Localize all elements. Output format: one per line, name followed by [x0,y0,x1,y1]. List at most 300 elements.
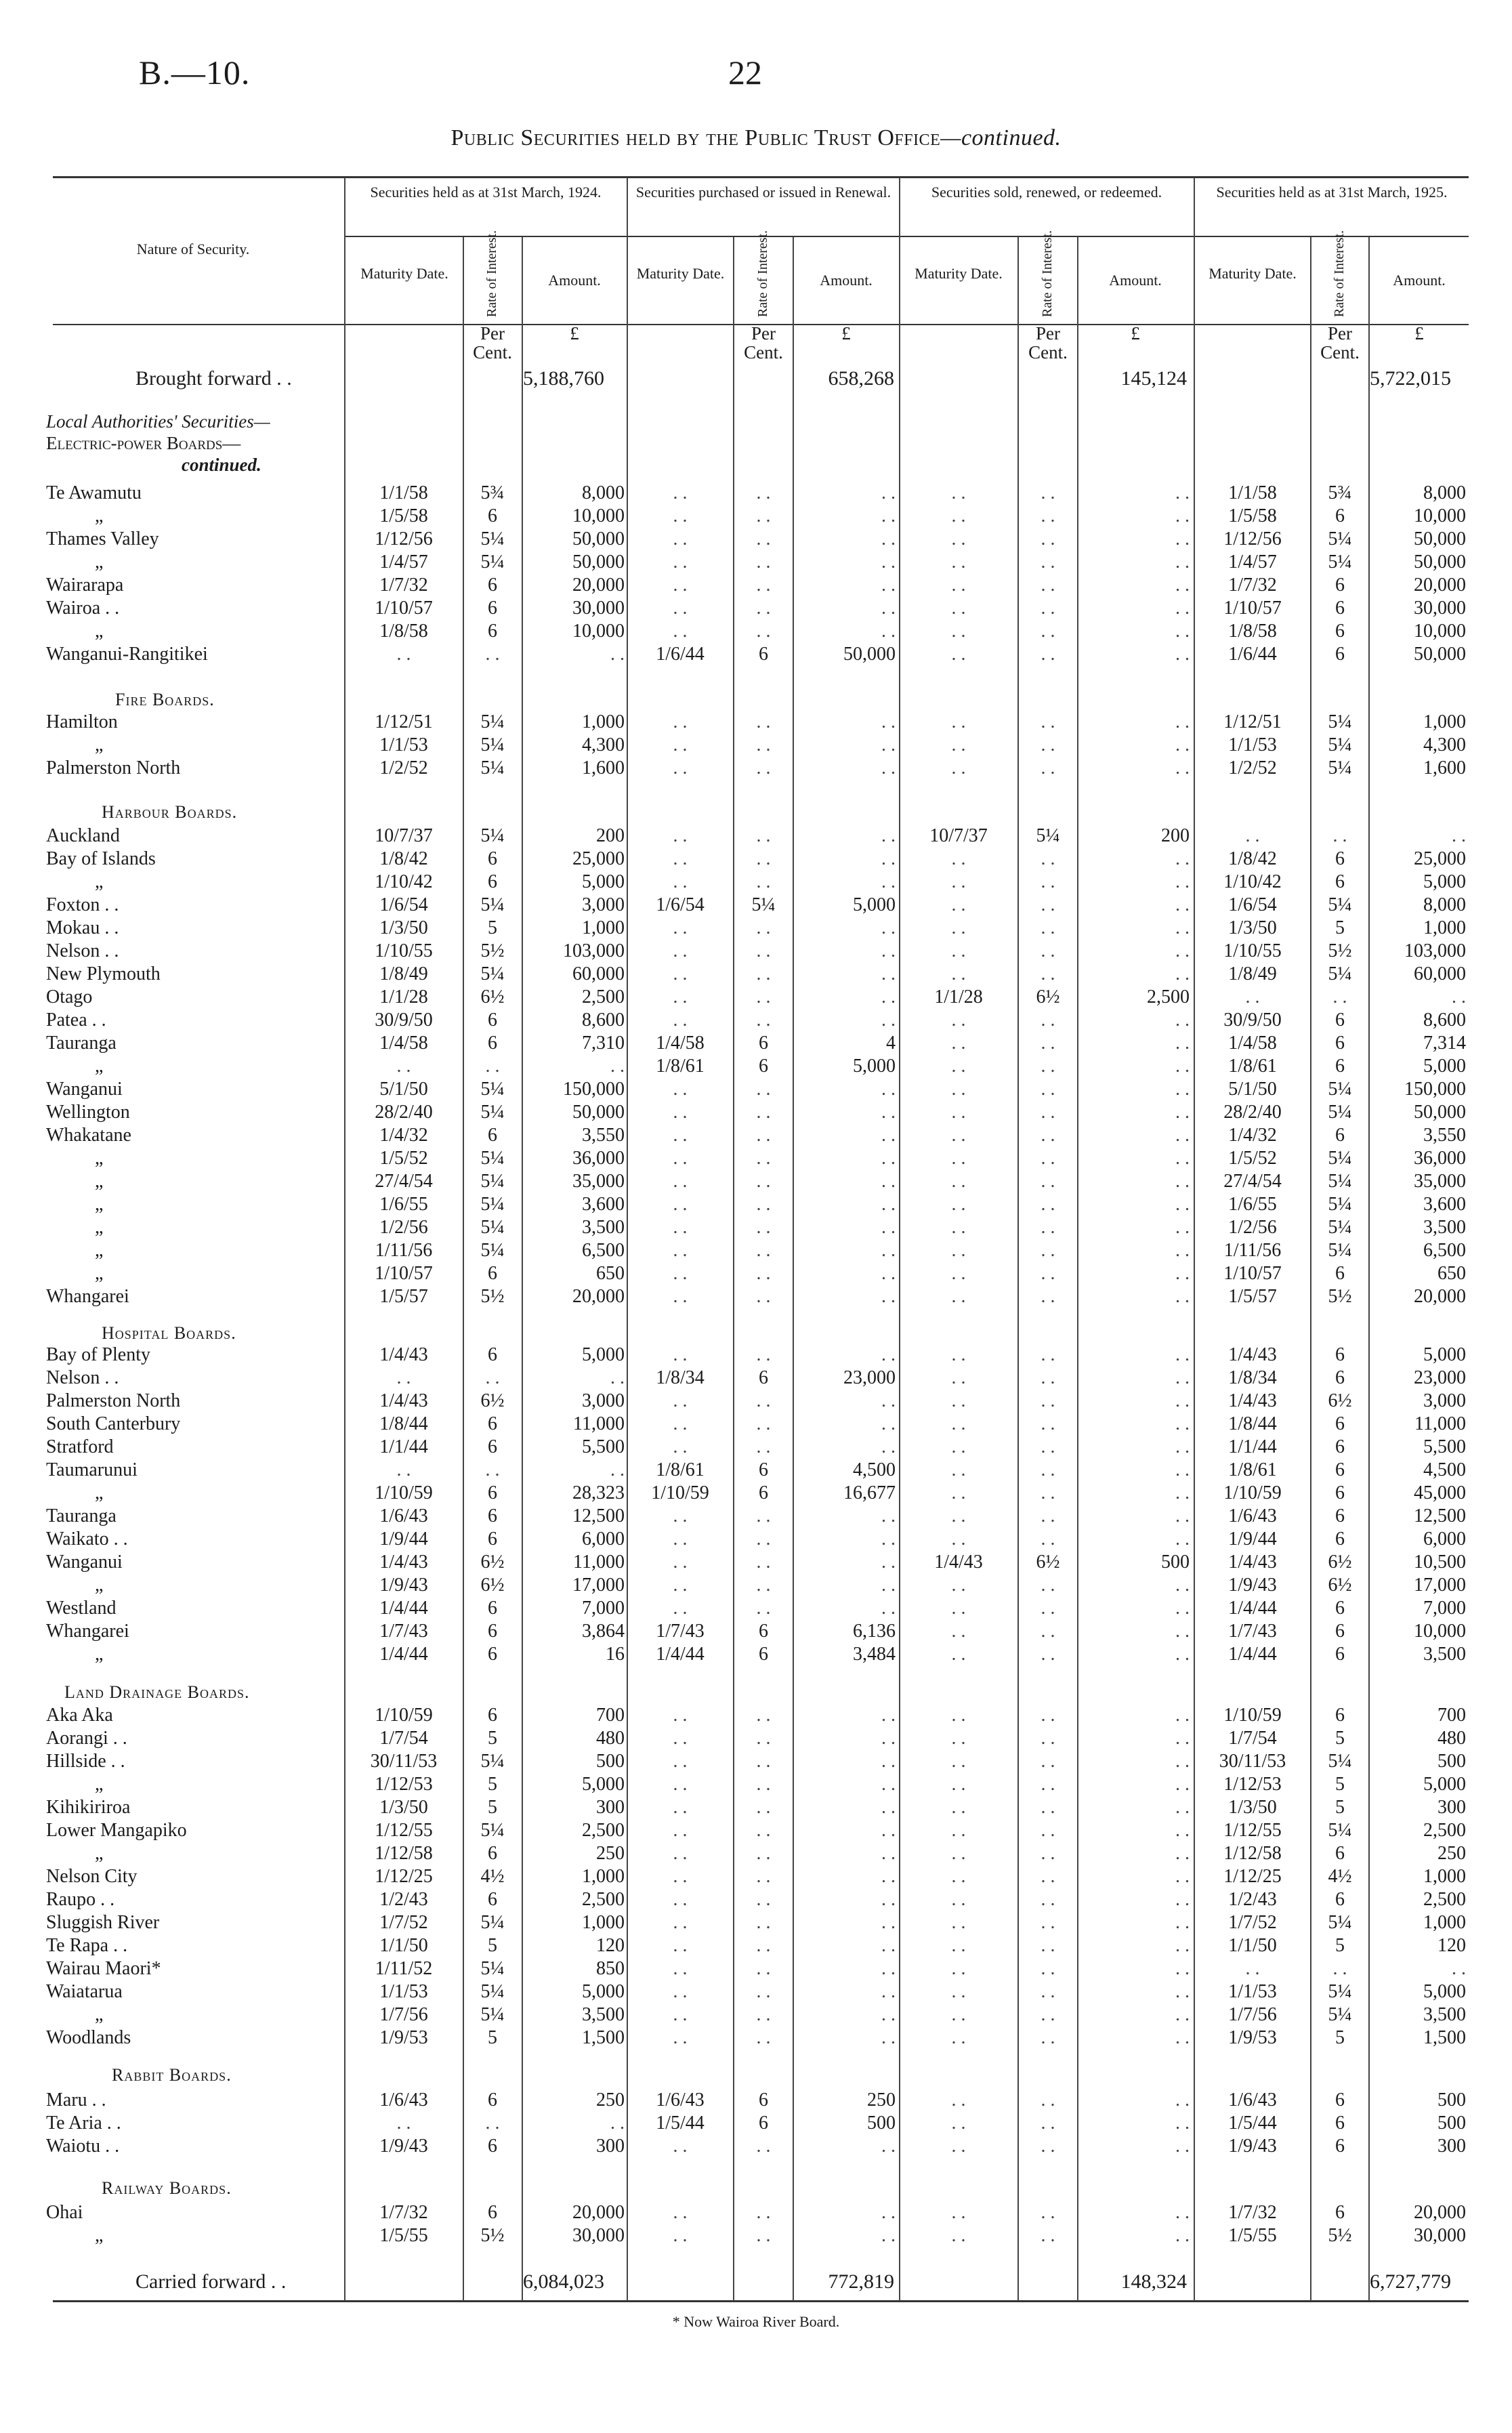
amount: 2,500 [582,986,625,1007]
amount: 2,500 [1147,986,1190,1007]
maturity-date: . . [673,1552,688,1573]
amount: . . [881,1194,896,1215]
maturity-date: 1/8/42 [1228,848,1277,869]
amount: . . [881,1820,896,1841]
amount: 250 [596,1843,625,1864]
amount: 23,000 [843,1367,896,1388]
interest-rate: . . [756,1171,771,1192]
interest-rate: 5¼ [1328,963,1352,984]
security-name: Wellington [46,1102,130,1123]
maturity-date: 1/10/42 [375,871,433,892]
amount: 1,500 [582,2027,625,2048]
amount: . . [1175,711,1190,732]
amount: . . [881,1240,896,1261]
rate-header: Rate of Interest. [755,230,770,318]
amount: . . [881,1125,896,1146]
maturity-date: . . [951,2202,966,2223]
amount: . . [881,1598,896,1619]
interest-rate: . . [1041,2089,1055,2110]
amount: 1,000 [1423,1866,1466,1887]
interest-rate: . . [1041,644,1055,665]
maturity-date: . . [673,1705,688,1726]
maturity-date: . . [1245,986,1260,1007]
interest-rate: . . [1041,1866,1055,1887]
security-name: „ [95,1171,104,1192]
interest-rate: . . [1041,505,1055,526]
interest-rate: 6½ [1036,1552,1060,1573]
interest-rate: . . [756,1505,771,1526]
security-name: Ohai [46,2202,83,2223]
interest-rate: 6 [488,1125,497,1146]
maturity-date: . . [951,1644,966,1665]
table-row [0,1957,1512,1980]
amount: . . [881,2027,896,2048]
table-row [0,1239,1512,1262]
rate-header: Rate of Interest. [1332,230,1347,318]
interest-rate: . . [1041,1079,1055,1100]
amount: 5,000 [1423,1981,1466,2002]
maturity-date: 1/2/56 [379,1217,428,1238]
amount: . . [881,1552,896,1573]
maturity-date: 1/7/43 [379,1621,428,1642]
amount: . . [1175,2089,1190,2110]
amount: 5,000 [1423,1774,1466,1795]
amount: 2,500 [582,1889,625,1910]
interest-rate: 6 [488,848,497,869]
amount: 10,500 [1414,1552,1466,1573]
interest-rate: . . [756,848,771,869]
amount: 50,000 [572,528,625,549]
interest-rate: 6 [1335,505,1345,526]
maturity-date: . . [951,2136,966,2157]
amount-header: Amount. [1393,272,1446,289]
interest-rate: 5 [1335,1728,1345,1749]
maturity-date: 1/1/44 [1228,1436,1277,1457]
amount: 3,550 [1423,1125,1466,1146]
amount: . . [881,1505,896,1526]
table-row [0,2135,1512,2157]
interest-rate: . . [756,1575,771,1596]
interest-rate: 6 [759,1033,768,1054]
maturity-date: 1/6/55 [379,1194,428,1215]
interest-rate: 6 [1335,1843,1345,1864]
maturity-date: . . [951,871,966,892]
interest-rate: 6 [1335,621,1345,642]
amount: 17,000 [572,1575,625,1596]
amount: . . [1175,1367,1190,1388]
security-name: „ [95,734,104,755]
maturity-date: . . [951,1171,966,1192]
interest-rate: 6 [1335,1125,1345,1146]
interest-rate: . . [485,2113,500,2134]
maturity-date: 1/7/43 [656,1621,705,1642]
maturity-date: 1/3/50 [379,917,428,938]
security-name: Bay of Islands [46,848,156,869]
amount: 12,500 [1414,1505,1466,1526]
amount: . . [881,1751,896,1772]
interest-rate: 5¼ [480,1217,505,1238]
maturity-date: 1/2/43 [1228,1889,1277,1910]
interest-rate: 5¼ [480,1981,505,2002]
amount: . . [1175,1575,1190,1596]
amount: . . [1175,505,1190,526]
amount: 5,500 [582,1436,625,1457]
maturity-date: . . [951,963,966,984]
maturity-date: . . [951,1344,966,1365]
amount: . . [1175,1728,1190,1749]
interest-rate: 5¼ [480,757,505,778]
maturity-date: 1/9/43 [379,1575,428,1596]
maturity-date: 1/10/57 [375,1263,433,1284]
amount: 3,500 [1423,1217,1466,1238]
maturity-date: 1/6/54 [379,894,428,915]
interest-rate: . . [1041,1171,1055,1192]
amount: 50,000 [1414,528,1466,549]
amount: 3,500 [1423,1644,1466,1665]
maturity-date: . . [673,986,688,1007]
interest-rate: 5¼ [1328,528,1352,549]
interest-rate: 6 [1335,1436,1345,1457]
maturity-date: . . [951,1217,966,1238]
maturity-date: . . [951,482,966,503]
table-row [0,620,1512,642]
maturity-date: 1/11/52 [375,1958,433,1979]
maturity-date: 1/12/55 [375,1820,433,1841]
section-heading-fire: Fire Boards. [115,690,215,709]
interest-rate: 6 [1335,1010,1345,1031]
carried-forward-amount: 772,819 [828,2270,894,2293]
maturity-date: . . [951,1010,966,1031]
amount: . . [881,1912,896,1933]
table-row [0,1459,1512,1481]
amount: 3,600 [1423,1194,1466,1215]
amount: 30,000 [572,598,625,619]
table-row [0,2201,1512,2224]
amount: 3,500 [1423,2004,1466,2025]
amount: 200 [1161,825,1190,846]
table-top-rule [53,176,1469,178]
maturity-date: 1/6/43 [1228,2089,1277,2110]
interest-rate: 6 [1335,1263,1345,1284]
interest-rate: 6 [1335,1459,1345,1480]
amount: . . [881,1263,896,1284]
table-row [0,2089,1512,2111]
security-name: Taumarunui [46,1459,138,1480]
maturity-date: . . [951,1390,966,1411]
maturity-date: 1/1/28 [379,986,428,1007]
maturity-date: 1/6/54 [1228,894,1277,915]
amount: 7,000 [582,1598,625,1619]
amount: . . [1175,2113,1190,2134]
security-name: Wairarapa [46,575,124,596]
interest-rate: 6 [488,1529,497,1550]
table-row [0,505,1512,527]
table-row [0,574,1512,596]
interest-rate: 6 [1335,1644,1345,1665]
maturity-date: . . [951,1125,966,1146]
maturity-date: 1/6/43 [379,2089,428,2110]
maturity-date: 28/2/40 [1223,1102,1282,1123]
maturity-date: 30/9/50 [375,1010,433,1031]
security-name: Palmerston North [46,757,181,778]
table-row [0,963,1512,985]
amount: 300 [596,2136,625,2157]
amount: . . [1175,1774,1190,1795]
table-row [0,1727,1512,1749]
maturity-date: . . [673,963,688,984]
interest-rate: 5¼ [480,528,505,549]
maturity-date: . . [673,711,688,732]
maturity-date: 1/6/54 [656,894,705,915]
maturity-date: . . [951,1598,966,1619]
security-name: Kihikiriroa [46,1797,131,1818]
amount: 10,000 [1414,505,1466,526]
page-title: Public Securities held by the Public Trust Office—continued. [450,125,1062,150]
amount: . . [1175,1390,1190,1411]
interest-rate: 5¼ [1328,1194,1352,1215]
interest-rate: 5¼ [480,1820,505,1841]
security-name: Tauranga [46,1505,117,1526]
maturity-date: 1/12/25 [1223,1866,1282,1887]
maturity-date: . . [673,1935,688,1956]
amount: . . [1175,1529,1190,1550]
amount: 3,000 [582,1390,625,1411]
interest-rate: 4½ [1328,1866,1352,1887]
amount: 3,000 [1423,1390,1466,1411]
interest-rate: . . [756,2225,771,2246]
security-name: Hamilton [46,711,118,732]
amount: 36,000 [1414,1148,1466,1169]
interest-rate: . . [756,986,771,1007]
amount: 20,000 [572,575,625,596]
maturity-date: . . [951,1958,966,1979]
amount: 500 [1161,1552,1190,1573]
amount: 250 [1437,1843,1466,1864]
amount: 1,600 [582,757,625,778]
amount: . . [1175,1958,1190,1979]
section-heading-rabbit: Rabbit Boards. [112,2065,232,2085]
security-name: Otago [46,986,93,1007]
interest-rate: 6 [1335,1413,1345,1434]
maturity-date: 1/12/53 [1223,1774,1282,1795]
maturity-date: 1/7/32 [379,2202,428,2223]
maturity-date: . . [951,1056,966,1077]
interest-rate: . . [1041,1125,1055,1146]
security-name: Thames Valley [46,528,159,549]
interest-rate: 6 [759,1459,768,1480]
interest-rate: . . [1041,871,1055,892]
table-row [0,1032,1512,1054]
interest-rate: 5¼ [1328,1820,1352,1841]
interest-rate: 6 [1335,1033,1345,1054]
maturity-date: 1/9/43 [379,2136,428,2157]
interest-rate: . . [1041,1797,1055,1818]
security-name: „ [95,1263,104,1284]
interest-rate: 5¾ [480,482,505,503]
amount: 103,000 [1404,940,1466,961]
interest-rate: . . [1041,757,1055,778]
maturity-header: Maturity Date. [915,265,1003,282]
amount: 1,000 [582,917,625,938]
interest-rate: 6 [1335,1598,1345,1619]
interest-rate: . . [756,871,771,892]
security-name: Foxton . . [46,894,119,915]
maturity-date: . . [673,871,688,892]
amount: 5,500 [1423,1436,1466,1457]
maturity-date: 1/8/61 [656,1459,705,1480]
interest-rate: 5¼ [480,1079,505,1100]
interest-rate: 6 [488,598,497,619]
per-cent-label: Per Cent. [473,323,512,362]
interest-rate: . . [756,2136,771,2157]
amount: 1,600 [1423,757,1466,778]
amount: 250 [596,2089,625,2110]
maturity-date: 1/1/53 [379,1981,428,2002]
interest-rate: 6 [1335,1529,1345,1550]
maturity-date: 1/10/59 [651,1482,709,1503]
amount: . . [1175,871,1190,892]
maturity-date: . . [673,1286,688,1307]
maturity-date: 1/3/50 [1228,917,1277,938]
amount: . . [881,757,896,778]
amount: 1,000 [1423,917,1466,938]
brought-forward-amount: 5,188,760 [523,367,604,390]
maturity-date: . . [673,848,688,869]
interest-rate: . . [485,1459,500,1480]
table-row [0,1505,1512,1527]
table-row [0,1367,1512,1389]
maturity-date: 1/5/58 [1228,505,1277,526]
amount: . . [1175,940,1190,961]
per-cent-label: Per Cent. [1028,323,1068,362]
table-row [0,2026,1512,2049]
interest-rate: . . [1041,1912,1055,1933]
interest-rate: . . [485,1056,500,1077]
maturity-date: . . [951,1843,966,1864]
interest-rate: . . [756,1194,771,1215]
interest-rate: 5 [1335,2027,1345,2048]
maturity-date: . . [673,2202,688,2223]
interest-rate: . . [1041,1390,1055,1411]
interest-rate: 5¼ [480,963,505,984]
interest-rate: 4½ [480,1866,505,1887]
amount: 1,500 [1423,2027,1466,2048]
interest-rate: 6 [1335,575,1345,596]
maturity-date: . . [951,1079,966,1100]
amount: 50,000 [1414,552,1466,573]
amount-header: Amount. [820,272,873,289]
amount-header: Amount. [1109,272,1162,289]
interest-rate: . . [756,1263,771,1284]
interest-rate: . . [756,1217,771,1238]
maturity-date: . . [673,1194,688,1215]
amount: 16 [606,1644,625,1665]
interest-rate: 5¼ [480,1148,505,1169]
maturity-date: 1/9/44 [379,1529,428,1550]
table-row [0,1620,1512,1642]
table-row [0,2224,1512,2247]
interest-rate: . . [756,2027,771,2048]
table-row [0,1574,1512,1596]
table-row [0,1528,1512,1550]
amount: . . [881,963,896,984]
security-name: Raupo . . [46,1889,115,1910]
maturity-date: . . [673,940,688,961]
maturity-date: 10/7/37 [375,825,433,846]
amount: 10,000 [1414,1621,1466,1642]
maturity-date: . . [673,1171,688,1192]
interest-rate: 6½ [1328,1390,1352,1411]
interest-rate: . . [756,1344,771,1365]
amount: 45,000 [1414,1482,1466,1503]
maturity-date: . . [951,1621,966,1642]
maturity-date: 1/2/56 [1228,1217,1277,1238]
amount: 20,000 [572,2202,625,2223]
maturity-date: 1/2/52 [1228,757,1277,778]
security-name: Nelson . . [46,940,119,961]
amount: 35,000 [572,1171,625,1192]
interest-rate: 6 [759,2113,768,2134]
interest-rate: . . [756,621,771,642]
amount: 6,000 [1423,1529,1466,1550]
maturity-date: . . [951,1194,966,1215]
group-header-sold: Securities sold, renewed, or redeemed. [931,184,1162,201]
amount: 5,000 [1423,1344,1466,1365]
maturity-date: 1/5/52 [379,1148,428,1169]
amount: . . [1175,575,1190,596]
maturity-date: . . [673,505,688,526]
interest-rate: . . [756,1843,771,1864]
maturity-date: . . [1245,1958,1260,1979]
interest-rate: 6 [1335,1056,1345,1077]
amount: . . [1175,734,1190,755]
maturity-date: 1/6/43 [379,1505,428,1526]
interest-rate: . . [756,1413,771,1434]
maturity-date: . . [951,1263,966,1284]
amount: . . [881,2202,896,2223]
interest-rate: . . [1041,1056,1055,1077]
maturity-date: . . [673,528,688,549]
maturity-date: . . [951,621,966,642]
table-row [0,1147,1512,1169]
table-row [0,894,1512,916]
maturity-date: . . [396,2113,411,2134]
amount: . . [881,1171,896,1192]
maturity-date: 1/7/32 [1228,2202,1277,2223]
amount: 250 [867,2089,896,2110]
maturity-date: 1/4/32 [379,1125,428,1146]
interest-rate: 6 [488,1644,497,1665]
maturity-date: . . [951,940,966,961]
amount: 150,000 [1404,1079,1466,1100]
amount: . . [881,1575,896,1596]
amount: . . [1175,2004,1190,2025]
amount: 16,677 [843,1482,896,1503]
interest-rate: . . [756,1102,771,1123]
amount: . . [1175,1866,1190,1887]
interest-rate: 5 [488,1935,497,1956]
amount: . . [881,917,896,938]
maturity-date: . . [673,1751,688,1772]
security-name: „ [95,1575,104,1596]
interest-rate: 6 [488,505,497,526]
maturity-date: 1/8/58 [1228,621,1277,642]
amount: . . [610,1056,625,1077]
interest-rate: . . [1041,2225,1055,2246]
amount: . . [881,552,896,573]
amount: . . [881,711,896,732]
amount: . . [1175,1482,1190,1503]
